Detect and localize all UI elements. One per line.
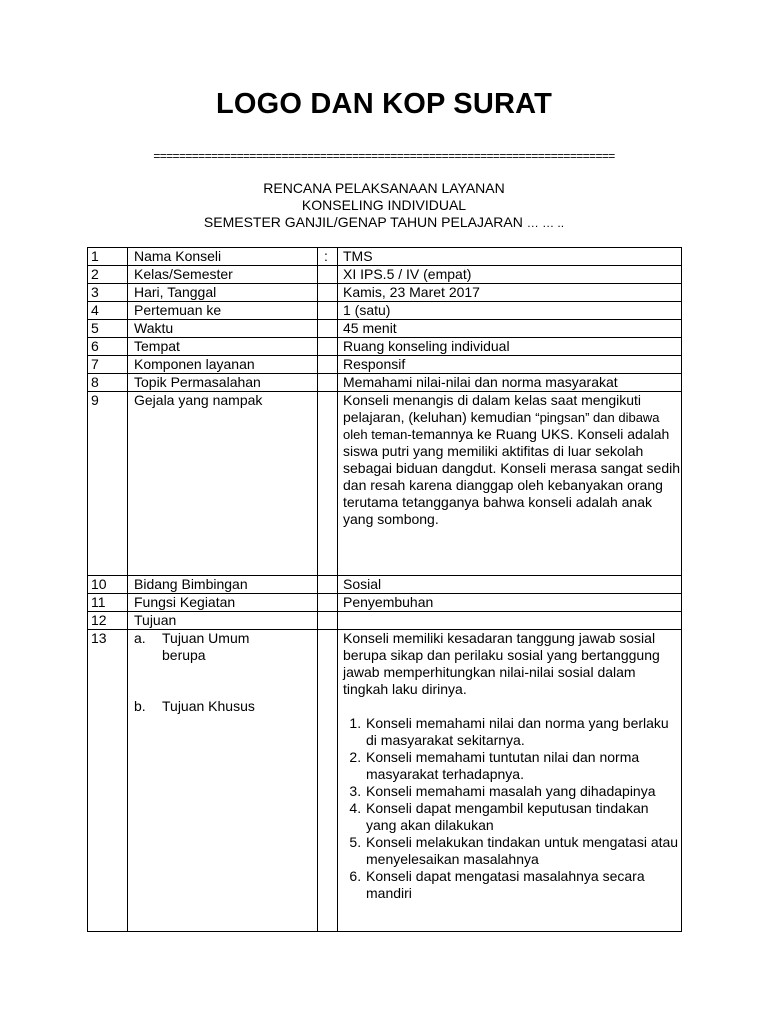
row-value: TMS: [338, 248, 682, 266]
symptoms-text-b: “pingsan” dan dibawa oleh teman-: [343, 410, 660, 442]
heading-line-1: RENCANA PELAKSANAAN LAYANAN: [263, 180, 505, 196]
list-item: 6. Konseli dapat mengatasi masalahnya secara mandiri: [365, 868, 681, 902]
row-number: 6: [88, 338, 128, 356]
row-label: Hari, Tanggal: [128, 284, 318, 302]
row-colon: [318, 320, 338, 338]
specific-goals-list: [343, 715, 681, 902]
row-number: 5: [88, 320, 128, 338]
row-colon: [318, 356, 338, 374]
row-value-goals: [338, 630, 682, 932]
row-colon: [318, 392, 338, 576]
row-label-goals: [128, 630, 318, 932]
table-row: [88, 338, 682, 356]
table-row: [88, 594, 682, 612]
row-colon: [318, 338, 338, 356]
list-item: 5. Konseli melakukan tindakan untuk mengatasi atau menyelesaikan masalahnya: [365, 834, 681, 868]
heading-line-3: [0, 214, 768, 232]
table-row: [88, 612, 682, 630]
row-label: Nama Konseli: [128, 248, 318, 266]
symptoms-text-c: temannya ke Ruang UKS. Konseli adalah siswa putri yang memiliki aktifitas di luar sekolah sebagai biduan dangdut. Konseli merasa sangat sedih dan resah karena dianggap oleh kebanyakan orang terutama tetangganya bahwa konseli adalah anak yang sombong.: [343, 426, 681, 527]
table-row: [88, 374, 682, 392]
row-label: Fungsi Kegiatan: [128, 594, 318, 612]
row-label: Tempat: [128, 338, 318, 356]
table-row: [88, 320, 682, 338]
sub-item-label: Tujuan Umum berupa: [162, 630, 250, 663]
row-value: Memahami nilai-nilai dan norma masyarakat: [338, 374, 682, 392]
table-row: [88, 392, 682, 576]
row-value: Ruang konseling individual: [338, 338, 682, 356]
sub-item-mark: a.: [134, 630, 146, 646]
symptoms-text-a: Konseli menangis di dalam kelas saat mengikuti pelajaran, (keluhan) kemudian: [343, 392, 642, 425]
row-value-symptoms: [338, 392, 682, 576]
row-colon: [318, 576, 338, 594]
row-value: Kamis, 23 Maret 2017: [338, 284, 682, 302]
row-label: Waktu: [128, 320, 318, 338]
row-number: 9: [88, 392, 128, 576]
letterhead-logo-text: LOGO DAN KOP SURAT: [215, 88, 553, 120]
row-number: 4: [88, 302, 128, 320]
list-item: 4. Konseli dapat mengambil keputusan tindakan yang akan dilakukan: [365, 800, 681, 834]
row-number: 11: [88, 594, 128, 612]
row-colon: [318, 374, 338, 392]
row-value: XI IPS.5 / IV (empat): [338, 266, 682, 284]
row-label: Kelas/Semester: [128, 266, 318, 284]
list-item: 2. Konseli memahami tuntutan nilai dan norma masyarakat terhadapnya.: [365, 749, 681, 783]
row-colon: [318, 630, 338, 932]
row-number: 8: [88, 374, 128, 392]
row-colon: [318, 284, 338, 302]
table-row: [88, 576, 682, 594]
plan-table: [87, 247, 682, 932]
list-item: 1. Konseli memahami nilai dan norma yang berlaku di masyarakat sekitarnya.: [365, 715, 681, 749]
sub-item-general-goal: [128, 630, 317, 664]
row-number: 13: [88, 630, 128, 932]
table-row: [88, 266, 682, 284]
document-heading: [0, 180, 768, 232]
row-value: 1 (satu): [338, 302, 682, 320]
row-colon: :: [318, 248, 338, 266]
row-number: 1: [88, 248, 128, 266]
row-value: [338, 612, 682, 630]
row-colon: [318, 594, 338, 612]
row-label: Topik Permasalahan: [128, 374, 318, 392]
table-row: [88, 630, 682, 932]
row-number: 12: [88, 612, 128, 630]
row-label: Komponen layanan: [128, 356, 318, 374]
row-value: Sosial: [338, 576, 682, 594]
table-row: [88, 284, 682, 302]
heading-line-2: KONSELING INDIVIDUAL: [301, 197, 467, 213]
heading-dots: … … ..: [526, 216, 565, 230]
row-colon: [318, 612, 338, 630]
sub-item-label: Tujuan Khusus: [162, 698, 255, 714]
heading-line-3-text: SEMESTER GANJIL/GENAP TAHUN PELAJARAN: [203, 214, 523, 230]
table-row: [88, 356, 682, 374]
row-number: 2: [88, 266, 128, 284]
row-label: Pertemuan ke: [128, 302, 318, 320]
row-colon: [318, 266, 338, 284]
row-label: Gejala yang nampak: [128, 392, 318, 576]
sub-item-mark: b.: [134, 698, 146, 714]
row-label: Tujuan: [128, 612, 318, 630]
row-colon: [318, 302, 338, 320]
row-value: Responsif: [338, 356, 682, 374]
row-number: 3: [88, 284, 128, 302]
table-row: [88, 248, 682, 266]
separator-line: ========================================================================: [153, 149, 615, 163]
list-item: 3. Konseli memahami masalah yang dihadapinya: [365, 783, 681, 800]
row-label: Bidang Bimbingan: [128, 576, 318, 594]
sub-item-specific-goal: [128, 698, 317, 715]
row-value: 45 menit: [338, 320, 682, 338]
table-row: [88, 302, 682, 320]
row-number: 10: [88, 576, 128, 594]
row-number: 7: [88, 356, 128, 374]
general-goal-text: Konseli memiliki kesadaran tanggung jawab sosial berupa sikap dan perilaku sosial yang bertanggung jawab memperhitungkan nilai-nilai sosial dalam tingkah laku dirinya.: [343, 630, 660, 697]
row-value: Penyembuhan: [338, 594, 682, 612]
